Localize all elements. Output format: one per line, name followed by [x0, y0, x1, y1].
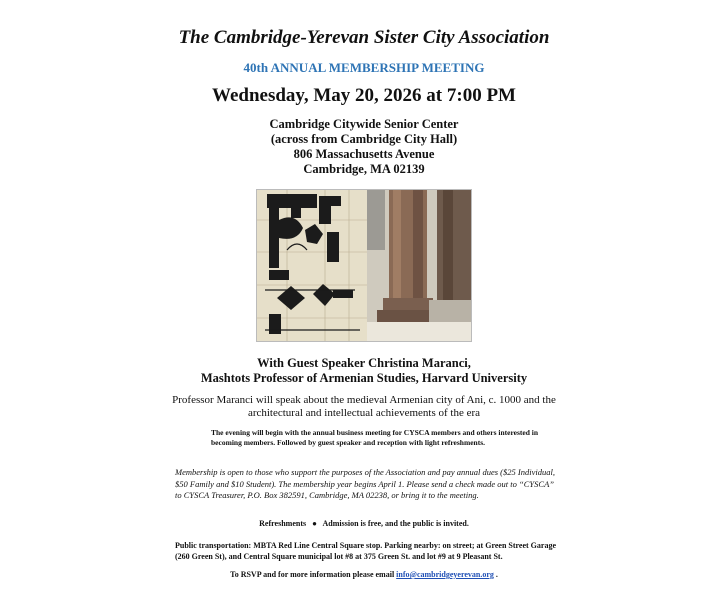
guest-speaker: [0, 356, 728, 386]
membership-info: Membership is open to those who support the purposes of the Association and pay annual dues ($25 Individual, $50 Family and $10 Student). The membership year begins April 1. Please send a check made out to “CYSCA” to CYSCA Treasurer, P.O. Box 382591, Cambridge, MA 02238, or bring it to the meeting.: [175, 467, 555, 500]
floor-plan-image: [257, 190, 367, 341]
talk-topic: [0, 394, 728, 420]
email-link[interactable]: info@cambridgeyerevan.org: [396, 570, 494, 579]
rsvp-suffix: .: [495, 570, 498, 579]
evening-schedule: The evening will begin with the annual business meeting for CYSCA members and others interested in becoming members. Followed by guest speaker and reception with light refreshments.: [211, 428, 539, 447]
topic-line-1: Professor Maranci will speak about the medieval Armenian city of Ani, c. 1000 and the: [172, 394, 556, 406]
speaker-name: With Guest Speaker Christina Maranci,: [257, 356, 471, 370]
venue-street: 806 Massachusetts Avenue: [293, 147, 435, 161]
rsvp-line: [0, 570, 728, 579]
transportation-info: Public transportation: MBTA Red Line Central Square stop. Parking nearby: on street; at Green Street Garage (260 Green St), and Central Square municipal lot #8 at 375 Green St. and lot #9 at 9 Pleasant St.: [175, 541, 557, 561]
admission-note: Admission is free, and the public is invited.: [322, 519, 469, 528]
bullet-icon: ●: [312, 519, 317, 528]
venue-landmark: (across from Cambridge City Hall): [270, 132, 458, 146]
speaker-title: Mashtots Professor of Armenian Studies, Harvard University: [200, 371, 528, 385]
topic-line-2: architectural and intellectual achievements of the era: [247, 407, 481, 419]
meeting-date: Wednesday, May 20, 2026 at 7:00 PM: [212, 85, 516, 106]
refreshments-label: Refreshments: [259, 519, 307, 528]
ani-images: [256, 189, 472, 342]
venue-address: [0, 117, 728, 177]
refreshments-line: [0, 519, 728, 528]
organization-title: The Cambridge-Yerevan Sister City Association: [178, 27, 550, 48]
venue-name: Cambridge Citywide Senior Center: [269, 117, 459, 131]
meeting-title: 40th ANNUAL MEMBERSHIP MEETING: [243, 60, 485, 75]
venue-city: Cambridge, MA 02139: [303, 162, 425, 176]
rsvp-prefix: To RSVP and for more information please email: [230, 570, 395, 579]
ruin-photo: [367, 190, 471, 341]
